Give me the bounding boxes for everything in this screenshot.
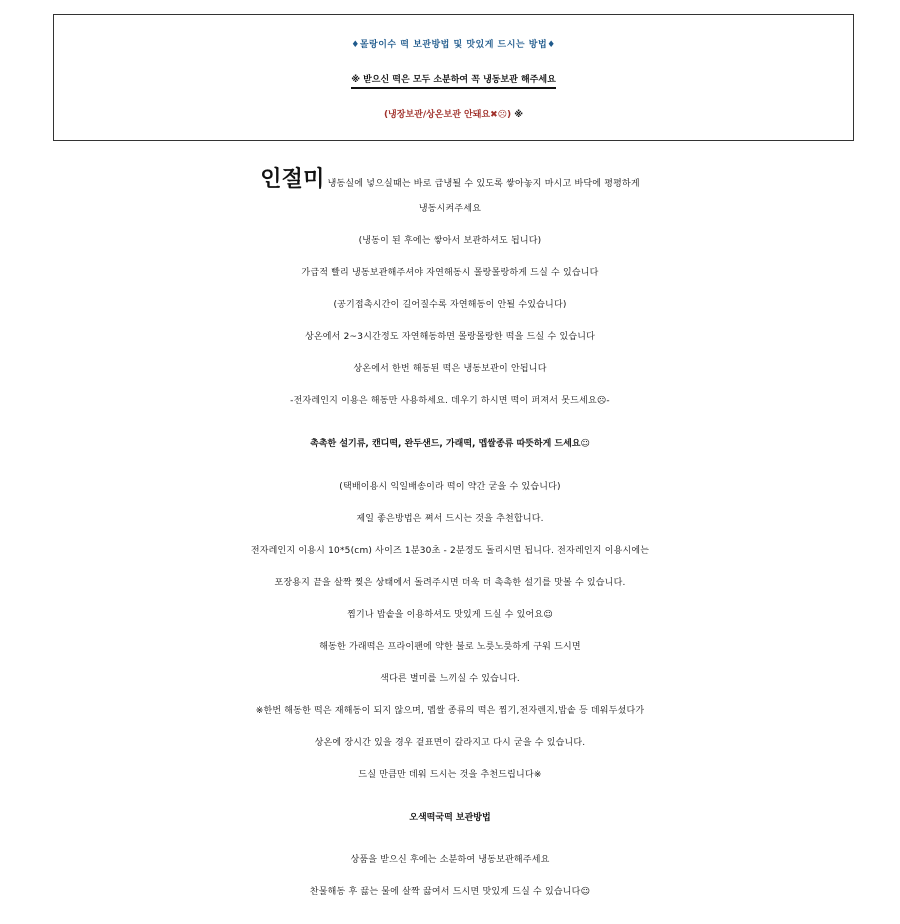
seolgi-line: 드실 만큼만 데워 드시는 것을 추천드립니다※ — [358, 770, 542, 780]
injeolmi-line: -전자레인지 이용은 해동만 사용하세요. 데우기 하시면 떡이 퍼져서 못드세요☹- — [290, 396, 610, 406]
tteokguk-line: 상품을 받으신 후에는 소분하여 냉동보관해주세요 — [350, 855, 550, 865]
seolgi-line: 전자레인지 이용시 10*5(cm) 사이즈 1분30초 - 2분정도 돌리시면 됩니다. 전자레인지 이용시에는 — [250, 546, 650, 556]
notice-warning — [54, 72, 853, 85]
injeolmi-line: 가급적 빨리 냉동보관해주셔야 자연해동시 몰랑몰랑하게 드실 수 있습니다 — [301, 268, 599, 278]
tteokguk-line: 찬물해동 후 끓는 물에 살짝 끓여서 드시면 맛있게 드실 수 있습니다☺ — [309, 887, 591, 897]
notice-subtext — [54, 107, 853, 120]
notice-title: ♦몰랑이수 떡 보관방법 및 맛있게 드시는 방법♦ — [351, 40, 556, 50]
injeolmi-label: 인절미 — [260, 167, 325, 192]
seolgi-line: ※한번 해동한 떡은 재해동이 되지 않으며, 멥쌀 종류의 떡은 찜기,전자렌지,밥솥 등 데워두셨다가 — [255, 706, 645, 716]
injeolmi-line: 상온에서 2~3시간정도 자연해동하면 몰랑몰랑한 떡을 드실 수 있습니다 — [304, 332, 596, 342]
seolgi-line: 상온에 장시간 있을 경우 겉표면이 갈라지고 다시 굳을 수 있습니다. — [314, 738, 586, 748]
injeolmi-line-1-text: 냉동실에 넣으실때는 바로 급냉될 수 있도록 쌓아놓지 마시고 바닥에 평평하게 — [324, 179, 640, 189]
seolgi-line: 색다른 별미를 느끼실 수 있습니다. — [380, 674, 520, 684]
seolgi-line: (택배이용시 익일배송이라 떡이 약간 굳을 수 있습니다) — [339, 482, 561, 492]
notice-warning-text: ※ 받으신 떡은 모두 소분하여 꼭 냉동보관 해주세요 — [351, 75, 556, 89]
injeolmi-line: (냉동이 된 후에는 쌓아서 보관하셔도 됩니다) — [358, 236, 542, 246]
injeolmi-line: (공기접촉시간이 길어질수록 자연해동이 안될 수있습니다) — [333, 300, 567, 310]
tteokguk-heading: 오색떡국떡 보관방법 — [409, 813, 491, 823]
injeolmi-line: 상온에서 한번 해동된 떡은 냉동보관이 안됩니다 — [353, 364, 547, 374]
seolgi-line: 포장용지 끝을 살짝 찢은 상태에서 돌려주시면 더욱 더 촉촉한 설기를 맛볼 수 있습니다. — [274, 578, 626, 588]
seolgi-heading: 촉촉한 설기류, 캔디떡, 완두샌드, 가래떡, 멥쌀종류 따뜻하게 드세요☺ — [310, 439, 590, 449]
notice-subtext-mark: ※ — [511, 110, 524, 120]
injeolmi-line-1 — [0, 162, 900, 193]
seolgi-line: 찜기나 밥솥을 이용하셔도 맛있게 드실 수 있어요☺ — [347, 610, 553, 620]
injeolmi-line: 냉동시켜주세요 — [418, 204, 482, 214]
seolgi-line: 제일 좋은방법은 쪄서 드시는 것을 추천합니다. — [356, 514, 544, 524]
notice-box — [53, 14, 854, 141]
seolgi-line: 해동한 가래떡은 프라이팬에 약한 불로 노릇노릇하게 구워 드시면 — [319, 642, 581, 652]
notice-subtext-red: (냉장보관/상온보관 안돼요✖☹) — [383, 110, 512, 120]
